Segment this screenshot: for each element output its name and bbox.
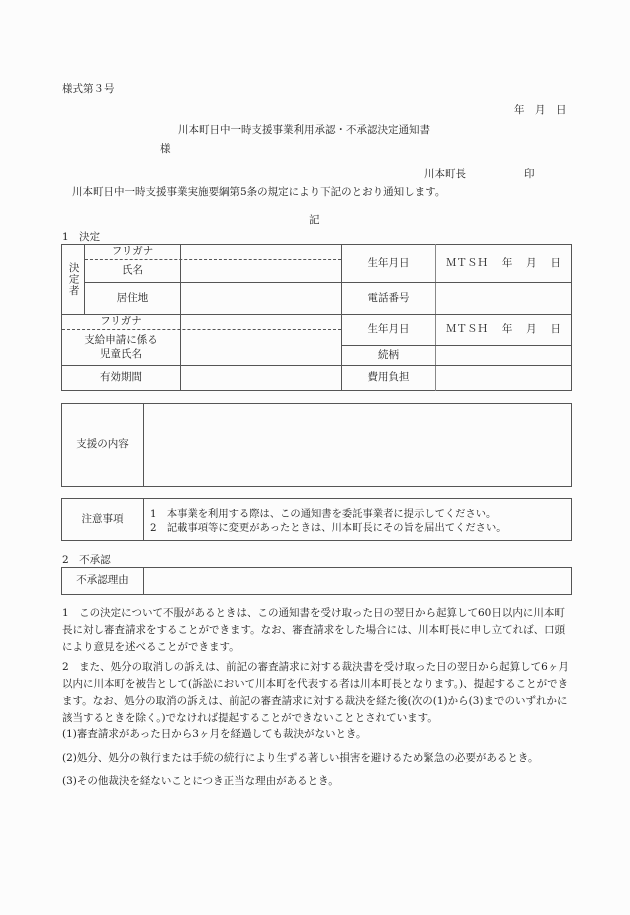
exception-2: (2)処分、処分の執行または手続の続行により生ずる著しい損害を避けるため緊急の必要があるとき。: [62, 752, 539, 764]
child-furigana-field[interactable]: [181, 315, 341, 329]
furigana-label: フリガナ: [111, 245, 154, 258]
note-item-1: 1 本事業を利用する際は、この通知書を委託事業者に提示してください。: [150, 508, 497, 520]
child-furigana-label: フリガナ: [100, 315, 142, 328]
address-label: 居住地: [116, 291, 149, 304]
child-name-label-line1: 支給申請に係る: [84, 334, 158, 347]
rejection-reason-label: 不承認理由: [76, 574, 129, 587]
relationship-label: 続柄: [378, 348, 399, 361]
exception-3: (3)その他裁決を経ないことにつき正当な理由があるとき。: [62, 775, 339, 787]
validity-label: 有効期間: [100, 371, 142, 384]
birthdate-field[interactable]: ＭＴＳＨ 年 月 日: [445, 256, 561, 269]
date-line: 年 月 日: [514, 104, 567, 116]
seal-mark: 印: [524, 168, 535, 180]
issuer: 川本町長: [424, 168, 466, 180]
remark-1: 1 この決定について不服があるときは、この通知書を受け取った日の翌日から起算して60日以内に川本町長に対し審査請求をすることができます。なお、審査請求をした場合には、川本町長に申し立てれば、口頭により意見を述べることができます。: [62, 607, 566, 653]
cost-label: 費用負担: [367, 371, 410, 384]
address-field[interactable]: [181, 283, 341, 314]
name-field[interactable]: [181, 260, 341, 282]
phone-label: 電話番号: [367, 291, 410, 304]
child-name-field[interactable]: [181, 330, 341, 365]
note-item-2: 2 記載事項等に変更があったときは、川本町長にその旨を届出てください。: [150, 522, 507, 534]
ki-heading: 記: [309, 214, 320, 226]
relationship-field[interactable]: [436, 346, 571, 365]
name-label: 氏名: [122, 264, 143, 277]
decider-group-label: 決定者: [67, 262, 80, 297]
cost-field[interactable]: [436, 366, 571, 390]
form-number: 様式第３号: [62, 83, 115, 95]
phone-field[interactable]: [436, 283, 571, 314]
exception-1: (1)審査請求があった日から3ヶ月を経過しても裁決がないとき。: [62, 728, 367, 740]
addressee-suffix: 様: [160, 143, 171, 155]
validity-field[interactable]: [181, 366, 341, 390]
child-birthdate-field[interactable]: ＭＴＳＨ 年 月 日: [445, 323, 561, 336]
notes-label: 注意事項: [81, 512, 124, 525]
birthdate-label: 生年月日: [367, 256, 410, 269]
furigana-field[interactable]: [181, 245, 341, 259]
remark-2: 2 また、処分の取消しの訴えは、前記の審査請求に対する裁決書を受け取った日の翌日から起算して6ヶ月以内に川本町を被告として(訴訟において川本町を代表する者は川本町長となります。)、提起することができます。なお、処分の取消の訴えは、前記の審査請求に対する裁決を経た後(次の(1)から(3)までのいずれかに該当するときを除く。)でなければ提起することができないこととされています。: [62, 661, 569, 724]
support-content-field[interactable]: [144, 404, 571, 486]
support-content-label: 支援の内容: [76, 438, 129, 451]
document-title: 川本町日中一時支援事業利用承認・不承認決定通知書: [178, 124, 430, 136]
section1-heading: 1 決定: [62, 231, 101, 243]
section2-heading: 2 不承認: [62, 554, 111, 566]
child-name-label-line2: 児童氏名: [100, 347, 142, 360]
rejection-reason-field[interactable]: [144, 568, 571, 594]
child-birthdate-label: 生年月日: [367, 323, 410, 336]
intro-text: 川本町日中一時支援事業実施要綱第5条の規定により下記のとおり通知します。: [72, 186, 446, 198]
